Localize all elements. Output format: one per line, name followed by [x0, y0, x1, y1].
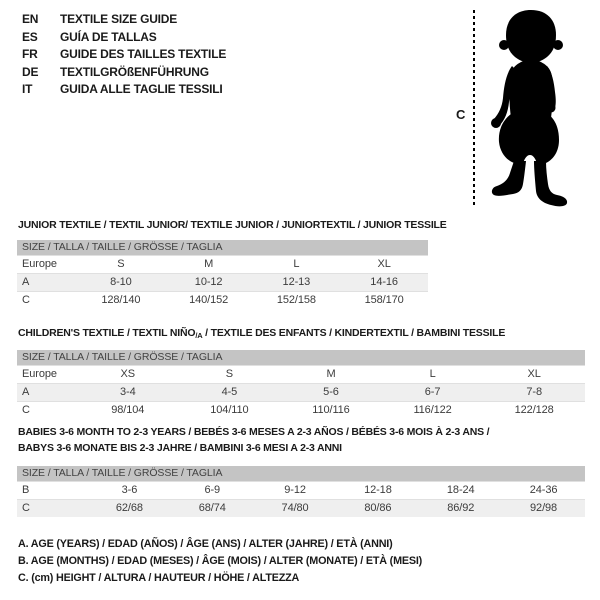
junior-table-title: JUNIOR TEXTILE / TEXTIL JUNIOR/ TEXTILE JUNIOR / JUNIORTEXTIL / JUNIOR TESSILE — [18, 219, 447, 231]
language-label: GUIDA ALLE TAGLIE TESSILI — [60, 82, 223, 96]
row-label: A — [22, 386, 30, 398]
language-code: EN — [22, 12, 39, 26]
table-row — [17, 365, 585, 383]
hand-right — [547, 104, 556, 113]
language-code: DE — [22, 64, 39, 79]
size-header-text: SIZE / TALLA / TAILLE / GRÖSSE / TAGLIA — [22, 241, 223, 253]
table-cell: 116/122 — [413, 404, 452, 416]
table-cell: 12-13 — [282, 276, 311, 288]
language-row — [22, 64, 226, 82]
footnotes — [18, 536, 422, 588]
table-cell: 104/110 — [210, 404, 249, 416]
size-header-text: SIZE / TALLA / TAILLE / GRÖSSE / TAGLIA — [22, 467, 223, 479]
leg-left — [492, 161, 526, 196]
table-row — [17, 255, 428, 273]
ear-right — [553, 40, 563, 50]
table-cell: 140/152 — [189, 294, 229, 306]
row-label: C — [22, 502, 30, 514]
table-cell: 128/140 — [101, 294, 141, 306]
hand-left — [491, 118, 501, 128]
row-label: B — [22, 484, 30, 496]
table-cell: 158/170 — [364, 294, 404, 306]
footnote-c: C. (cm) HEIGHT / ALTURA / HAUTEUR / HÖHE / ALTEZZA — [18, 572, 300, 585]
table-cell: 152/158 — [276, 294, 316, 306]
language-label: TEXTILE SIZE GUIDE — [60, 12, 178, 26]
table-cell: 14-16 — [370, 276, 398, 288]
table-cell: 5-6 — [323, 386, 339, 398]
children-title-suffix: / TEXTILE DES ENFANTS / KINDERTEXTIL / BAMBINI TESSILE — [202, 327, 506, 339]
row-label: C — [22, 294, 30, 306]
table-row — [17, 499, 585, 517]
babies-table-title — [18, 424, 489, 456]
table-row — [17, 481, 585, 499]
table-cell: 92/98 — [530, 502, 558, 514]
footnote-b: B. AGE (MONTHS) / EDAD (MESES) / ÂGE (MOIS) / ALTER (MONATE) / ETÀ (MESI) — [18, 555, 423, 568]
language-label: GUÍA DE TALLAS — [60, 29, 157, 44]
table-cell: 86/92 — [447, 502, 475, 514]
table-cell: 9-12 — [284, 484, 306, 496]
children-title-sub: /A — [195, 331, 203, 340]
table-cell: XS — [120, 368, 136, 380]
language-row — [22, 29, 226, 47]
table-cell: 7-8 — [526, 386, 542, 398]
table-cell: 68/74 — [198, 502, 226, 514]
table-cell: 122/128 — [514, 404, 554, 416]
row-label: C — [22, 404, 30, 416]
table-cell: 18-24 — [446, 484, 475, 496]
row-label: A — [22, 276, 30, 288]
language-row — [22, 46, 226, 64]
toddler-silhouette-image — [478, 8, 573, 208]
height-measure-dashed-line — [473, 10, 475, 207]
table-cell: 74/80 — [281, 502, 309, 514]
head — [506, 10, 556, 63]
language-label: TEXTILGRÖßENFÜHRUNG — [60, 64, 209, 79]
language-header — [22, 11, 226, 99]
shorts — [499, 114, 559, 163]
table-cell: XL — [527, 368, 541, 380]
table-cell: XL — [377, 258, 391, 270]
table-cell: 6-9 — [204, 484, 221, 496]
table-cell: M — [326, 368, 336, 380]
footnote-a: A. AGE (YEARS) / EDAD (AÑOS) / ÂGE (ANS) / ALTER (JAHRE) / ETÀ (ANNI) — [18, 538, 393, 550]
table-row — [17, 273, 428, 291]
row-label: Europe — [22, 258, 57, 270]
children-size-table — [17, 350, 585, 419]
language-row — [22, 81, 226, 99]
table-cell: 8-10 — [110, 276, 132, 288]
table-cell: 98/104 — [111, 404, 145, 416]
table-row — [17, 383, 585, 401]
table-cell: 80/86 — [364, 502, 392, 514]
leg-right — [534, 161, 567, 206]
table-cell: L — [293, 258, 300, 270]
table-row — [17, 291, 428, 309]
table-cell: L — [429, 368, 436, 380]
size-header-bar — [17, 350, 585, 365]
table-cell: 110/116 — [312, 404, 350, 416]
size-header-text: SIZE / TALLA / TAILLE / GRÖSSE / TAGLIA — [22, 351, 223, 363]
babies-title-line1: BABIES 3-6 MONTH TO 2-3 YEARS / BEBÉS 3-6 MESES A 2-3 AÑOS / BÉBÉS 3-6 MOIS À 2-3 ANS / — [18, 426, 490, 438]
language-code: ES — [22, 29, 38, 44]
children-title-prefix: CHILDREN'S TEXTILE / TEXTIL NIÑO — [18, 327, 196, 339]
table-cell: 3-6 — [121, 484, 138, 496]
children-table-title — [18, 325, 505, 344]
row-label: Europe — [22, 368, 57, 380]
table-cell: S — [225, 368, 234, 380]
table-cell: 10-12 — [194, 276, 223, 288]
table-cell: 6-7 — [424, 386, 441, 398]
size-header-bar — [17, 466, 585, 481]
size-header-bar — [17, 240, 428, 255]
table-cell: 12-18 — [364, 484, 392, 496]
table-cell: S — [117, 258, 125, 270]
table-row — [17, 401, 585, 419]
language-code: FR — [22, 47, 38, 61]
junior-size-table — [17, 240, 428, 309]
babies-title-line2: BABYS 3-6 MONATE BIS 2-3 JAHRE / BAMBINI 3-6 MESI A 2-3 ANNI — [18, 442, 342, 454]
table-cell: 24-36 — [529, 484, 558, 496]
height-measure-label: C — [456, 107, 466, 122]
table-cell: 4-5 — [221, 386, 238, 398]
language-code: IT — [22, 82, 33, 96]
table-cell: M — [204, 258, 214, 270]
ear-left — [499, 40, 509, 50]
language-row — [22, 11, 226, 29]
table-cell: 62/68 — [115, 502, 143, 514]
table-cell: 3-4 — [119, 386, 136, 398]
language-label: GUIDE DES TAILLES TEXTILE — [60, 47, 227, 61]
babies-size-table — [17, 466, 585, 517]
